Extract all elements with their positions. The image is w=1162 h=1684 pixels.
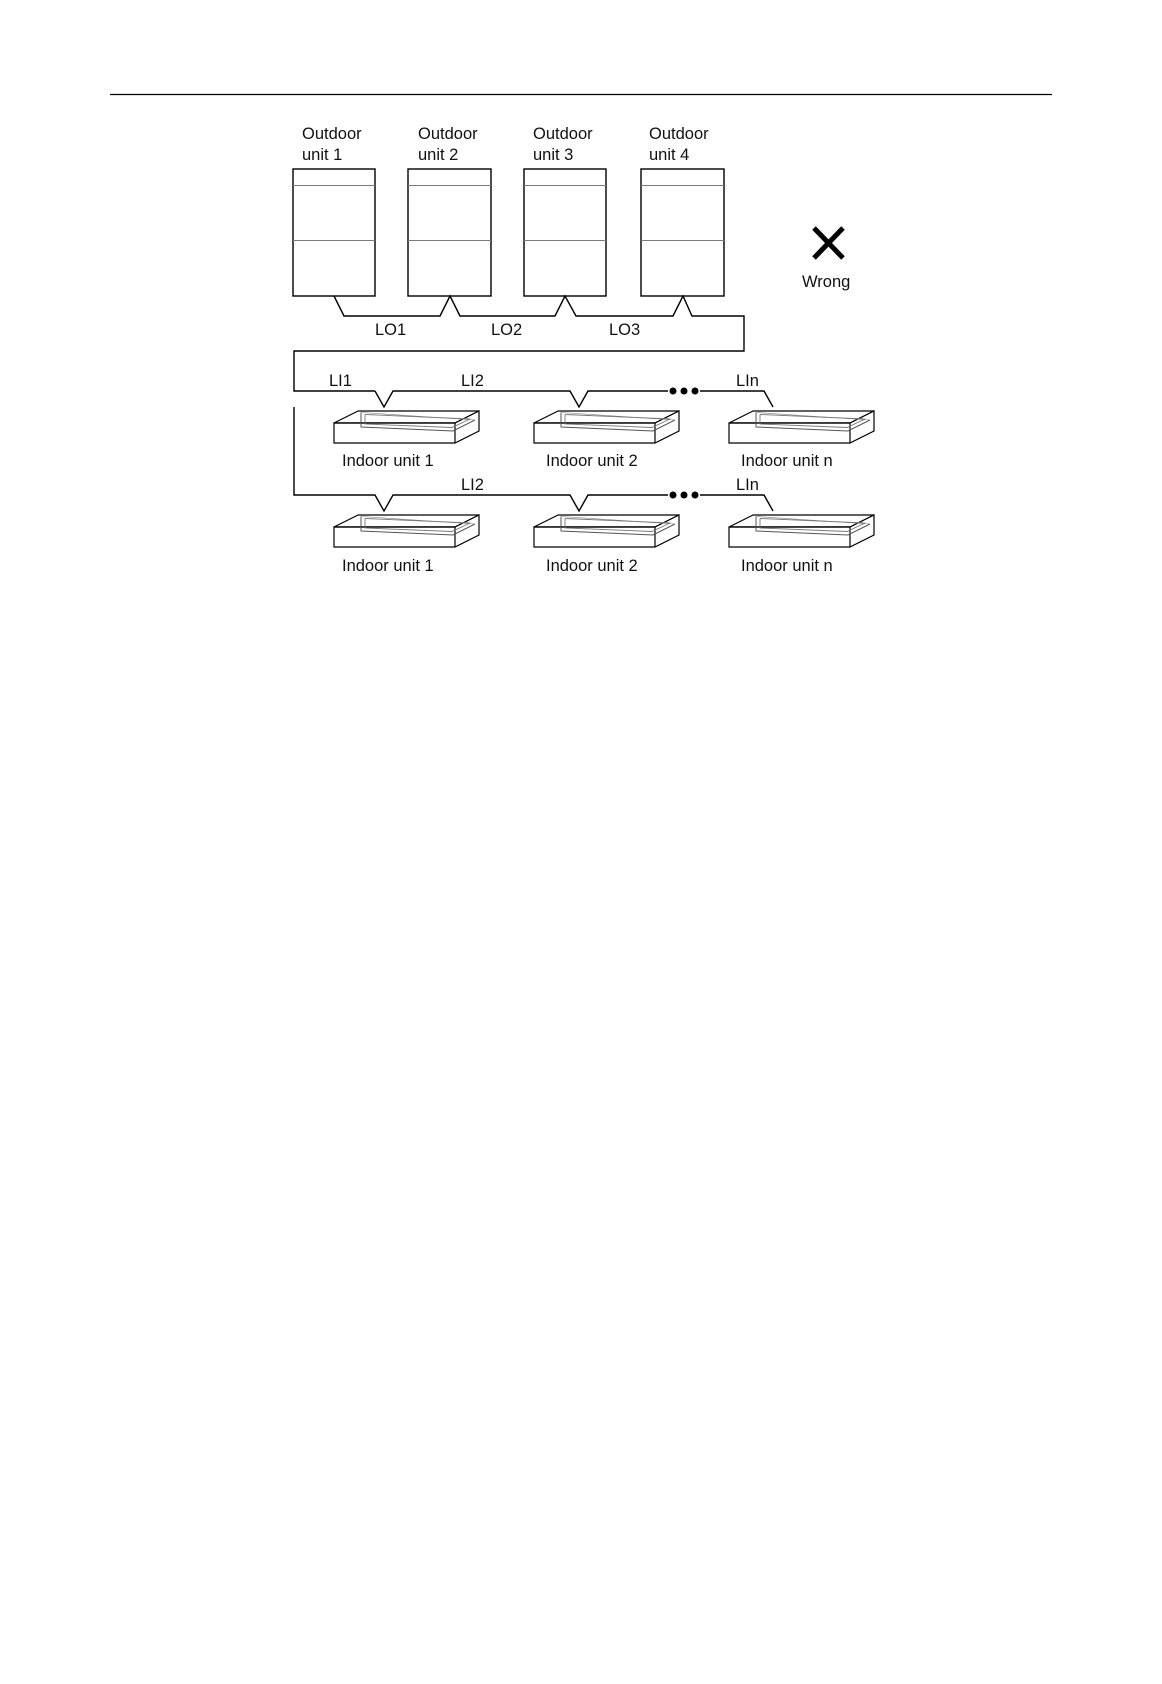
pipe-label-li1: LI1 — [329, 372, 352, 390]
outdoor-unit-box — [641, 169, 724, 296]
ellipsis-dots — [670, 388, 699, 395]
outdoor-unit-box — [524, 169, 606, 296]
outdoor-unit-box — [408, 169, 491, 296]
indoor-row1-pipe-line — [375, 391, 668, 407]
outdoor-unit-label-line2: unit 3 — [533, 146, 574, 164]
indoor-unit-2 — [534, 515, 679, 547]
outdoor-unit-4 — [641, 125, 724, 296]
outdoor-unit-label-line1: Outdoor — [302, 125, 362, 143]
indoor-row1-pipe-line-end — [700, 391, 773, 407]
indoor-unit-label: Indoor unit 1 — [342, 452, 434, 470]
indoor-unit-1 — [334, 411, 479, 443]
outdoor-unit-label-line2: unit 1 — [302, 146, 343, 164]
outdoor-unit-2 — [408, 125, 491, 296]
outdoor-unit-1 — [293, 125, 375, 296]
indoor-unit-label: Indoor unit 1 — [342, 557, 434, 575]
pipe-label-lo2: LO2 — [491, 321, 523, 339]
pipe-label-lin: LIn — [736, 476, 759, 494]
verdict-label: Wrong — [802, 273, 851, 291]
indoor-unit-label: Indoor unit 2 — [546, 452, 638, 470]
pipe-label-li2: LI2 — [461, 372, 484, 390]
outdoor-unit-label-line1: Outdoor — [649, 125, 709, 143]
pipe-label-lo3: LO3 — [609, 321, 641, 339]
outdoor-unit-label-line2: unit 2 — [418, 146, 459, 164]
pipe-label-li2: LI2 — [461, 476, 484, 494]
indoor-unit-2 — [534, 411, 679, 443]
indoor-unit-n — [729, 515, 874, 547]
indoor-unit-label: Indoor unit n — [741, 557, 833, 575]
outdoor-unit-label-line2: unit 4 — [649, 146, 690, 164]
ellipsis-dots — [670, 492, 699, 499]
pipe-label-lin: LIn — [736, 372, 759, 390]
indoor-unit-n — [729, 411, 874, 443]
outdoor-unit-box — [293, 169, 375, 296]
outdoor-unit-label-line1: Outdoor — [418, 125, 478, 143]
cross-icon — [814, 228, 843, 258]
pipe-label-lo1: LO1 — [375, 321, 407, 339]
outdoor-pipe-line — [294, 296, 744, 391]
indoor-unit-label: Indoor unit n — [741, 452, 833, 470]
outdoor-unit-3 — [524, 125, 606, 296]
outdoor-unit-label-line1: Outdoor — [533, 125, 593, 143]
indoor-row2-pipe-line-end — [700, 495, 773, 511]
indoor-unit-label: Indoor unit 2 — [546, 557, 638, 575]
indoor-unit-1 — [334, 515, 479, 547]
